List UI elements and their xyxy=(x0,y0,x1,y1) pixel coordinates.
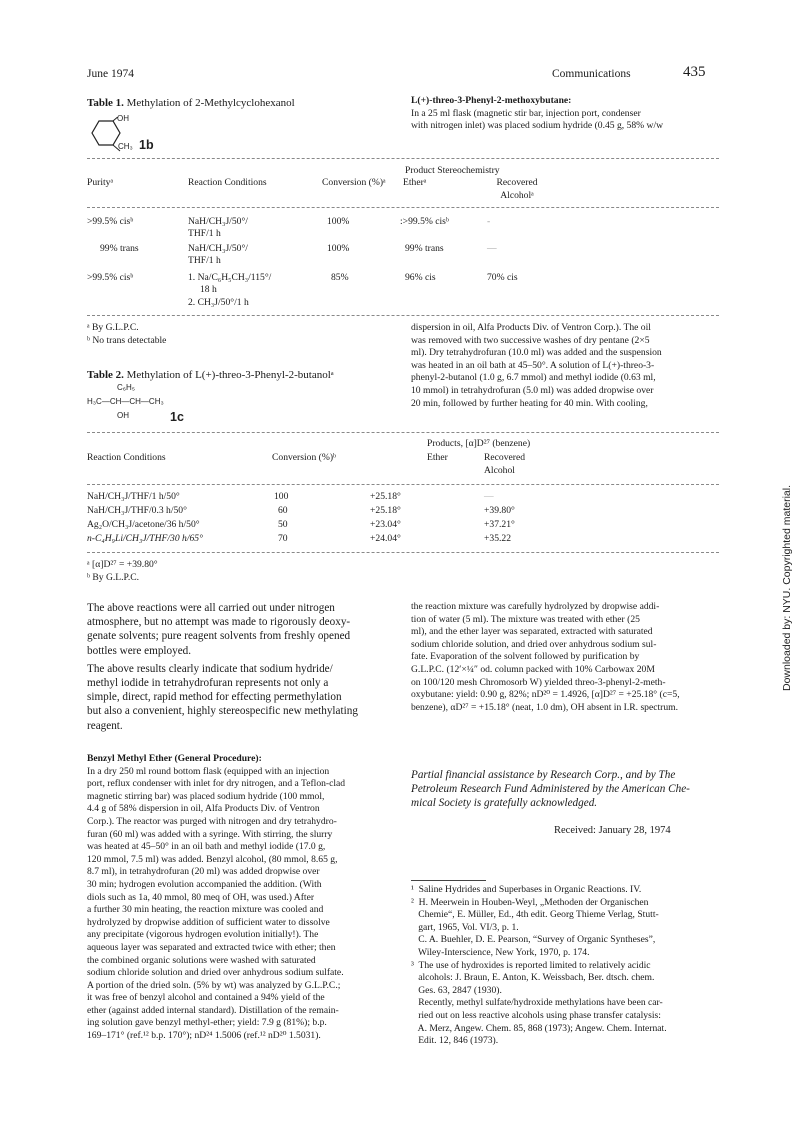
right-mid-line: was removed with two successive washes of dry pentane (2×5 xyxy=(411,334,650,346)
table1-row3-recovered: 70% cis xyxy=(487,272,518,283)
table1-group-header: Product Stereochemistry xyxy=(405,165,500,176)
cyclohexane-ring-icon xyxy=(87,117,127,157)
body-line: methyl iodide in tetrahydrofuran represents not only a xyxy=(87,677,329,690)
table1-footnote-b: ᵇ No trans detectable xyxy=(87,335,167,346)
table1-row1-conversion: 100% xyxy=(327,216,350,227)
table1-row2-recovered: — xyxy=(487,243,497,254)
benzyl-line: it was free of benzyl alcohol and contained a 94% yield of the xyxy=(87,992,325,1004)
reference-line: alcohols: J. Braun, E. Anton, K. Weissbach, Ber. dtsch. chem. xyxy=(411,972,655,984)
benzyl-line: Corp.). The reactor was purged with nitrogen and dry tetrahydro- xyxy=(87,815,337,827)
table2-row3-conditions: Ag₂O/CH₃J/acetone/36 h/50° xyxy=(87,519,200,530)
table1-row3-ether: 96% cis xyxy=(405,272,436,283)
benzyl-line: aqueous layer was separated and extracted twice with ether; then xyxy=(87,941,336,953)
references xyxy=(411,884,723,1048)
right-mid-line: 10 mmol) in tetrahydrofuran (5.0 ml) was added dropwise over xyxy=(411,384,654,396)
table1-row1-cond-2: THF/1 h xyxy=(188,228,221,239)
reference-line: ¹ Saline Hydrides and Superbases in Organic Reactions. IV. xyxy=(411,884,642,895)
reference-line: C. A. Buehler, D. E. Pearson, “Survey of Organic Syntheses”, xyxy=(411,934,656,946)
table2-row1-conversion: 100 xyxy=(274,491,289,502)
table2-footnote-b: ᵇ By G.L.P.C. xyxy=(87,572,140,583)
section-title: Communications xyxy=(552,68,631,80)
reference-line: ³ The use of hydroxides is reported limited to relatively acidic xyxy=(411,959,651,971)
reference-line: Recently, methyl sulfate/hydroxide methylations have been car- xyxy=(411,997,663,1009)
table2-group-header: Products, [α]D²⁷ (benzene) xyxy=(427,438,531,449)
compound-label-1b: 1b xyxy=(139,138,154,152)
table1-row1-purity: >99.5% cisᵇ xyxy=(87,216,134,227)
table2-row4-conditions: n-C₄H₉Li/CH₃J/THF/30 h/65° xyxy=(87,533,203,544)
table1-row1-cond-1: NaH/CH₃J/50°/ xyxy=(188,216,248,227)
right-top-line-2: with nitrogen inlet) was placed sodium hydride (0.45 g, 58% w/w xyxy=(411,120,664,132)
table2-col-conditions: Reaction Conditions xyxy=(87,452,166,463)
right-top-block xyxy=(411,95,721,133)
table1-row3-conversion: 85% xyxy=(331,272,349,283)
benzyl-line: magnetic stirring bar) was placed sodium hydride (100 mmol, xyxy=(87,790,325,802)
table1-title: Table 1. Methylation of 2-Methylcyclohexanol xyxy=(87,97,295,109)
body-line: The above reactions were all carried out under nitrogen xyxy=(87,602,335,614)
body-line: genate solvents; pure reagent solvents from freshly opened xyxy=(87,630,351,643)
right-mid-line: ml). Dry tetrahydrofuran (10.0 ml) was added and the suspension xyxy=(411,347,662,359)
compound-label-1c: 1c xyxy=(170,410,184,424)
table2-top-rule xyxy=(87,432,719,433)
table2-row2-ether: +25.18° xyxy=(370,505,401,516)
benzyl-procedure xyxy=(87,753,399,1043)
table2-row1-conditions: NaH/CH₃J/THF/1 h/50° xyxy=(87,491,180,502)
right-body-line: benzene), αD²⁷ = +15.18° (neat, 1.0 dm), OH absent in I.R. spectrum. xyxy=(411,701,679,713)
reference-line: A. Merz, Angew. Chem. 85, 868 (1973); Angew. Chem. Internat. xyxy=(411,1022,667,1034)
benzyl-line: the combined organic solutions were washed with saturated xyxy=(87,954,316,966)
structure-hydroxyl-label: OH xyxy=(117,411,129,420)
table2-structure xyxy=(87,383,217,429)
table1-col-purity: Purityᵃ xyxy=(87,177,114,188)
table2-header-rule xyxy=(87,484,719,485)
benzyl-line: 4.4 g of 58% dispersion in oil, Alfa Products Div. of Ventron xyxy=(87,803,320,815)
benzyl-line: 120 mmol, 7.5 ml) was added. Benzyl alcohol, (80 mmol, 8.65 g, xyxy=(87,853,338,865)
table1-col-conditions: Reaction Conditions xyxy=(188,177,267,188)
benzyl-line: any precipitate (vigorous hydrogen evolution initially!). The xyxy=(87,929,319,941)
structure-ch3-label: CH₃ xyxy=(118,142,133,151)
right-body-line: tion of water (5 ml). The mixture was treated with ether (25 xyxy=(411,613,640,625)
table1-row3-cond-1: 1. Na/C₆H₅CH₃/115°/ xyxy=(188,272,272,283)
phenylmethoxybutane-heading: L(+)-threo-3-Phenyl-2-methoxybutane: xyxy=(411,95,572,106)
table1-row3-cond-2: 18 h xyxy=(200,284,217,295)
page-number: 435 xyxy=(683,64,706,80)
body-line: bottles were employed. xyxy=(87,644,192,657)
table2-row3-ether: +23.04° xyxy=(370,519,401,530)
right-body-line: sodium chloride solution, and dried over anhydrous sodium sul- xyxy=(411,638,657,650)
structure-chain-label: H₃C—CH—CH—CH₃ xyxy=(87,397,164,406)
table1-row3-purity: >99.5% cisᵇ xyxy=(87,272,134,283)
right-mid-line: phenyl-2-butanol (1.0 g, 6.7 mmol) and methyl iodide (0.63 ml, xyxy=(411,372,656,384)
table2-row4-conversion: 70 xyxy=(278,533,288,544)
structure-oh-label: OH xyxy=(117,114,129,123)
benzyl-line: diols such as 1a, 40 mmol, 80 meq of OH, was used.) After xyxy=(87,891,315,903)
left-body xyxy=(87,601,397,733)
benzyl-line: was heated at 45–50° in an oil bath and methyl iodide (17.0 g, xyxy=(87,841,326,853)
table1-row2-cond-1: NaH/CH₃J/50°/ xyxy=(188,243,248,254)
table2-footnote-a: ᵃ [α]D²⁷ = +39.80° xyxy=(87,559,158,570)
table2-row2-conditions: NaH/CH₃J/THF/0.3 h/50° xyxy=(87,505,187,516)
reference-line: Ges. 63, 2847 (1930). xyxy=(411,984,502,996)
benzyl-heading: Benzyl Methyl Ether (General Procedure): xyxy=(87,753,262,764)
download-notice: Downloaded by: NYU. Copyrighted material. xyxy=(781,484,793,691)
benzyl-line: In a dry 250 ml round bottom flask (equipped with an injection xyxy=(87,765,330,777)
right-body-line: G.L.P.C. (12′×¼″ od. column packed with 10% Carbowax 20M xyxy=(411,663,655,675)
reference-line: Chemie“, E. Müller, Ed., 4th edit. Georg Thieme Verlag, Stutt- xyxy=(411,909,659,921)
body-line: reagent. xyxy=(87,719,123,732)
table1-footnote-a: ᵃ By G.L.P.C. xyxy=(87,322,139,333)
reference-line: gart, 1965, Vol. VI/3, p. 1. xyxy=(411,921,519,933)
table1-row2-cond-2: THF/1 h xyxy=(188,255,221,266)
right-body xyxy=(411,601,721,714)
body-line: simple, direct, rapid method for effecting permethylation xyxy=(87,691,342,704)
table1-col-recovered: Recovered Alcoholᵃ xyxy=(496,177,538,201)
right-mid-line: was heated in an oil bath at 45–50°. A solution of L(+)-threo-3- xyxy=(411,359,655,371)
table1-top-rule xyxy=(87,158,719,159)
benzyl-line: hydrolyzed by dropwise addition of sufficient water to dissolve xyxy=(87,916,330,928)
table1-col-conversion: Conversion (%)ᵃ xyxy=(322,177,386,188)
body-line: The above results clearly indicate that sodium hydride/ xyxy=(87,662,333,675)
table2-bottom-rule xyxy=(87,552,719,553)
table1-structure xyxy=(87,111,197,157)
table1-row3-cond-3: 2. CH₃J/50°/1 h xyxy=(188,297,249,308)
table2-col-recovered: Recovered Alcohol xyxy=(484,452,526,476)
benzyl-line: port, reflux condenser with inlet for dry nitrogen, and a Teflon-clad xyxy=(87,778,346,790)
benzyl-line: furan (60 ml) was added with a syringe. With stirring, the slurry xyxy=(87,828,333,840)
right-mid-line: 20 min, followed by further heating for 40 min. With cooling, xyxy=(411,397,648,409)
table2-row1-ether: +25.18° xyxy=(370,491,401,502)
right-top-line-1: In a 25 ml flask (magnetic stir bar, injection port, condenser xyxy=(411,107,641,119)
right-body-line: oxybutane: yield: 0.90 g, 82%; nD²⁰ = 1.4926, [α]D²⁷ = +25.18° (c=5, xyxy=(411,689,680,701)
received-date: Received: January 28, 1974 xyxy=(554,825,671,836)
footnote-separator xyxy=(411,880,486,881)
table1-bottom-rule xyxy=(87,315,719,316)
body-line: atmosphere, but no attempt was made to rigorously deoxy- xyxy=(87,616,351,629)
benzyl-line: sodium chloride solution and dried over anhydrous sodium sulfate. xyxy=(87,967,344,979)
right-mid-block xyxy=(411,322,721,410)
table1-col-ether: Etherᵃ xyxy=(403,177,427,188)
reference-line: ried out on less reactive alcohols using phase transfer catalysis: xyxy=(411,1009,661,1021)
benzyl-line: ether (against added internal standard). Distillation of the remain- xyxy=(87,1004,339,1016)
table2-row3-conversion: 50 xyxy=(278,519,288,530)
table1-row1-recovered: - xyxy=(487,216,491,227)
table2-row3-recovered: +37.21° xyxy=(484,519,515,530)
table2-row1-recovered: — xyxy=(484,491,494,502)
right-mid-line: dispersion in oil, Alfa Products Div. of Ventron Corp.). The oil xyxy=(411,322,651,333)
benzyl-line: A portion of the dried soln. (5% by wt) was analyzed by G.L.P.C.; xyxy=(87,979,341,991)
table1-row2-purity: 99% trans xyxy=(100,243,139,254)
benzyl-line: 30 min; hydrogen evolution accompanied the addition. (With xyxy=(87,878,322,890)
running-date: June 1974 xyxy=(87,68,134,80)
table2-row4-recovered: +35.22 xyxy=(484,533,511,544)
table2-row2-recovered: +39.80° xyxy=(484,505,515,516)
reference-line: Edit. 12, 846 (1973). xyxy=(411,1035,499,1047)
table1-row2-conversion: 100% xyxy=(327,243,350,254)
table2-title: Table 2. Methylation of L(+)-threo-3-Phenyl-2-butanolᵃ xyxy=(87,369,334,381)
table1-row1-ether: :>99.5% cisᵇ xyxy=(400,216,449,227)
table2-col-conversion: Conversion (%)ᵇ xyxy=(272,452,336,463)
table1-row2-ether: 99% trans xyxy=(405,243,444,254)
acknowledgment xyxy=(411,768,721,811)
table2-row4-ether: +24.04° xyxy=(370,533,401,544)
body-line: but also a convenient, highly stereospecific new methylating xyxy=(87,705,358,718)
right-body-line: ml), and the ether layer was separated, extracted with saturated xyxy=(411,626,653,638)
benzyl-line: ing solution gave benzyl methyl-ether; yield: 7.9 g (81%); b.p. xyxy=(87,1017,327,1029)
table1-header-rule xyxy=(87,207,719,208)
benzyl-line: a further 30 min heating, the reaction mixture was cooled and xyxy=(87,904,324,916)
acknowledgment-line: mical Society is gratefully acknowledged. xyxy=(411,797,598,810)
benzyl-line: 8.7 ml), in tetrahydrofuran (20 ml) was added dropwise over xyxy=(87,866,320,878)
structure-phenyl-label: C₆H₅ xyxy=(117,383,136,392)
right-body-line: fate. Evaporation of the solvent followed by purification by xyxy=(411,651,640,663)
right-body-line: the reaction mixture was carefully hydrolyzed by dropwise addi- xyxy=(411,601,660,612)
reference-line: ² H. Meerwein in Houben-Weyl, „Methoden der Organischen xyxy=(411,896,649,908)
table2-col-ether: Ether xyxy=(427,452,448,463)
table2-row2-conversion: 60 xyxy=(278,505,288,516)
benzyl-line: 169–171° (ref.¹² b.p. 170°); nD²⁴ 1.5006 (ref.¹² nD²⁰ 1.5031). xyxy=(87,1030,321,1042)
acknowledgment-line: Partial financial assistance by Research Corp., and by The xyxy=(411,769,676,781)
reference-line: Wiley-Interscience, New York, 1970, p. 174. xyxy=(411,946,590,958)
acknowledgment-line: Petroleum Research Fund Administered by the American Che- xyxy=(411,783,690,796)
right-body-line: on 100/120 mesh Chromosorb W) yielded threo-3-phenyl-2-meth- xyxy=(411,676,666,688)
